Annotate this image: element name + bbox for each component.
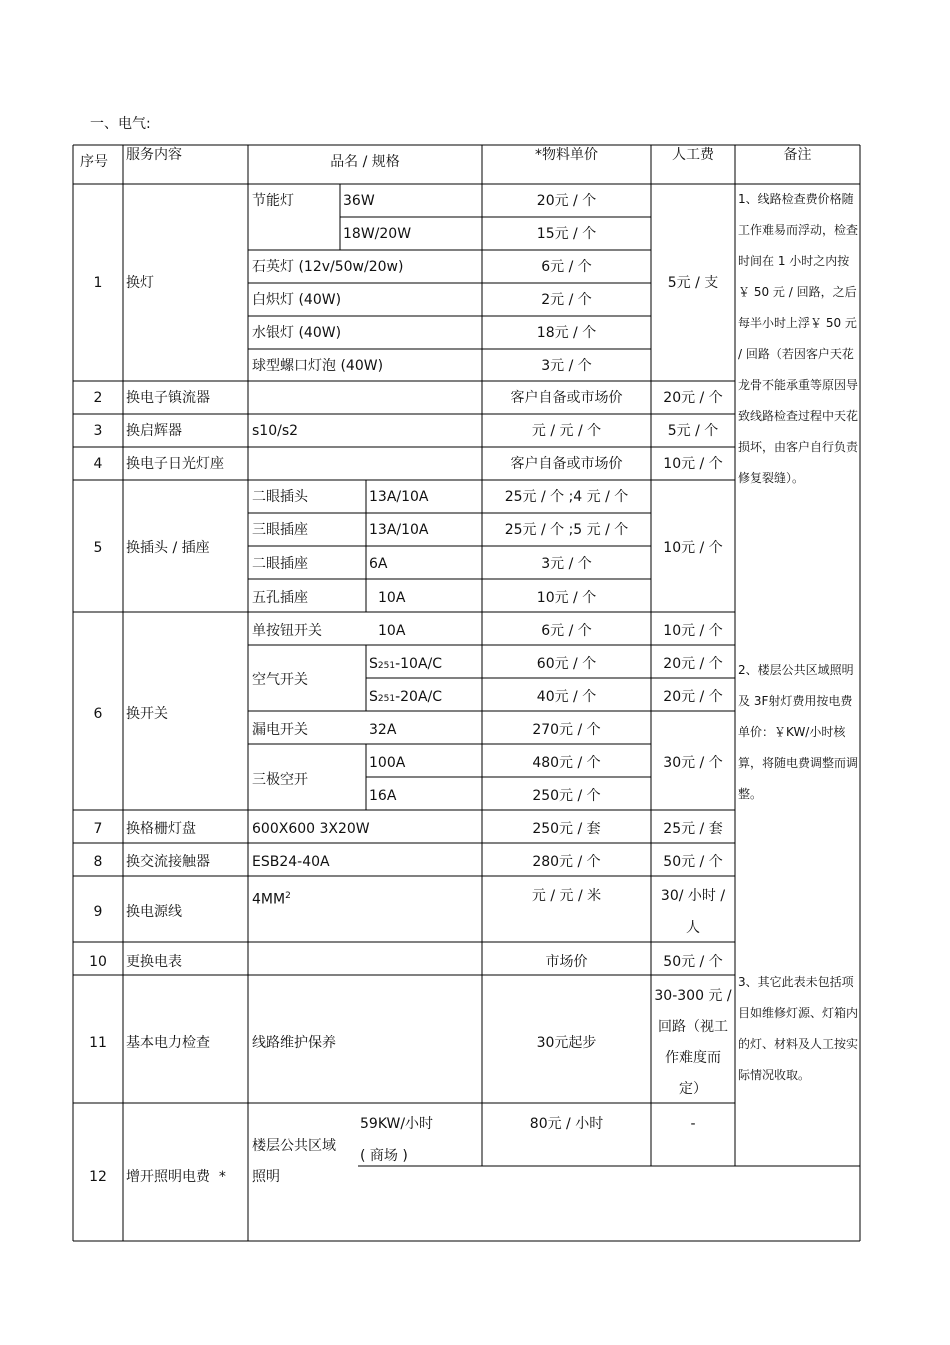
- row1-service: 换灯: [126, 275, 154, 291]
- row8-price: 280元 / 个: [532, 854, 601, 870]
- row7-labor: 25元 / 套: [663, 821, 723, 837]
- row1-item6-name: 球型螺口灯泡 (40W): [252, 358, 384, 374]
- row12-spec-line1: 59KW/小时: [360, 1116, 434, 1132]
- spec-prefix: S: [369, 689, 378, 705]
- row7-service: 换格栅灯盘: [126, 821, 196, 837]
- row6-item2-name: 空气开关: [252, 672, 308, 688]
- spec-sup: 2: [285, 891, 291, 901]
- row9-labor-line2: 人: [686, 920, 700, 936]
- spec-rest: -20A/C: [395, 689, 443, 705]
- row12-spec-line2: ( 商场 ): [360, 1148, 408, 1164]
- row6-item6-price: 250元 / 个: [532, 788, 601, 804]
- row1-item3-price: 6元 / 个: [541, 259, 592, 275]
- row10-price: 市场价: [545, 954, 588, 970]
- row8-spec: ESB24-40A: [252, 854, 330, 870]
- row7-price: 250元 / 套: [532, 821, 601, 837]
- row6-item3-price: 40元 / 个: [536, 689, 597, 705]
- row1-item1-spec: 36W: [343, 193, 375, 209]
- row12-service: [126, 1167, 226, 1187]
- row12-labor: -: [690, 1116, 696, 1132]
- spec-rest: -10A/C: [395, 656, 443, 672]
- row6-item5-name: 三极空开: [252, 772, 308, 788]
- row1-item5-name: 水银灯 (40W): [252, 325, 342, 341]
- row5-seq: 5: [93, 540, 103, 556]
- row6-service: 换开关: [126, 706, 168, 722]
- row12-name-line2: 照明: [252, 1169, 280, 1185]
- row11-service: 基本电力检查: [126, 1035, 210, 1051]
- row6-item2-price: 60元 / 个: [536, 656, 597, 672]
- row9-spec: [252, 886, 291, 910]
- row10-labor: 50元 / 个: [663, 954, 723, 970]
- row4-labor: 10元 / 个: [663, 456, 723, 472]
- spec-text: 4MM: [252, 891, 286, 908]
- row2-labor: 20元 / 个: [663, 390, 723, 406]
- row1-item1-price: 20元 / 个: [536, 193, 597, 209]
- row1-item3-name: 石英灯 (12v/50w/20w): [252, 259, 404, 275]
- row8-labor: 50元 / 个: [663, 854, 723, 870]
- row2-price: 客户自备或市场价: [510, 390, 623, 406]
- row2-seq: 2: [93, 390, 103, 406]
- spec-prefix: S: [369, 656, 378, 672]
- row12-name-line1: 楼层公共区域: [252, 1138, 336, 1154]
- row5-item3-price: 3元 / 个: [541, 556, 592, 572]
- row6-item3-spec: [369, 687, 442, 709]
- row5-item1-name: 二眼插头: [252, 489, 308, 505]
- spec-sub: 251: [377, 661, 396, 671]
- header-spec: 品名 / 规格: [330, 154, 400, 170]
- row6-seq: 6: [93, 706, 103, 722]
- row6-item4-spec: 32A: [369, 722, 397, 738]
- row3-seq: 3: [93, 423, 103, 439]
- row5-item3-name: 二眼插座: [252, 556, 308, 572]
- row1-item6-price: 3元 / 个: [541, 358, 592, 374]
- header-remark: 备注: [783, 147, 812, 163]
- remark-3: 3、其它此表未包括项目如维修灯源、灯箱内的灯、材料及人工按实际情况收取。: [738, 975, 859, 1082]
- row8-service: 换交流接触器: [126, 854, 210, 870]
- row5-item2-price: 25元 / 个 ;5 元 / 个: [504, 522, 629, 538]
- row6-item4-price: 270元 / 个: [532, 722, 601, 738]
- row11-price: 30元起步: [536, 1035, 597, 1051]
- row12-seq: 12: [89, 1169, 107, 1185]
- row11-labor-line3: 作难度而: [665, 1050, 721, 1066]
- row1-seq: 1: [93, 275, 103, 291]
- row5-item4-spec: 10A: [378, 590, 406, 606]
- row11-labor-line4: 定）: [679, 1081, 707, 1097]
- row5-item3-spec: 6A: [369, 556, 388, 572]
- header-seq: 序号: [80, 154, 108, 170]
- row1-item2-price: 15元 / 个: [536, 226, 597, 242]
- row10-service: 更换电表: [126, 954, 182, 970]
- row3-service: 换启辉器: [126, 423, 182, 439]
- row6-labor-group: 30元 / 个: [663, 755, 723, 771]
- row7-spec: 600X600 3X20W: [252, 821, 370, 837]
- row6-item2-spec: [369, 654, 442, 676]
- row4-seq: 4: [93, 456, 103, 472]
- remark-2: 2、楼层公共区域照明及 3F射灯费用按电费单价：￥KW/小时核算，将随电费调整而调整。: [738, 663, 859, 801]
- row1-item1-name: 节能灯: [252, 193, 294, 209]
- header-service: 服务内容: [126, 147, 182, 163]
- row2-service: 换电子镇流器: [126, 390, 210, 406]
- row6-item1-name: 单按钮开关: [252, 623, 322, 639]
- row1-item2-spec: 18W/20W: [343, 226, 412, 242]
- row5-item4-name: 五孔插座: [252, 590, 308, 606]
- row1-labor: 5元 / 支: [667, 275, 719, 291]
- row1-item4-price: 2元 / 个: [541, 292, 592, 308]
- header-price: *物料单价: [535, 147, 598, 163]
- row3-price: 元 / 元 / 个: [531, 423, 602, 439]
- row11-labor-line1: 30-300 元 /: [654, 988, 732, 1004]
- section-heading: 一、电气:: [90, 116, 151, 132]
- row7-seq: 7: [93, 821, 103, 837]
- row6-item1-price: 6元 / 个: [541, 623, 592, 639]
- row5-item1-spec: 13A/10A: [369, 489, 429, 505]
- row3-labor: 5元 / 个: [667, 423, 719, 439]
- remark-1: 1、线路检查费价格随工作难易而浮动，检查时间在 1 小时之内按￥ 50 元 / 回路，之后每半小时上浮￥ 50 元 / 回路（若因客户天花龙骨不能承重等原因导致线路检查过程中天花损坏，由客户自行负责修复裂缝）。: [738, 192, 859, 485]
- row5-item1-price: 25元 / 个 ;4 元 / 个: [504, 489, 629, 505]
- header-labor: 人工费: [672, 147, 714, 163]
- row8-seq: 8: [93, 854, 103, 870]
- row5-item4-price: 10元 / 个: [536, 590, 597, 606]
- row9-labor-line1: 30/ 小时 /: [660, 888, 726, 904]
- row9-seq: 9: [93, 904, 103, 920]
- row6-item3-labor: 20元 / 个: [663, 689, 723, 705]
- service-text: 增开照明电费: [126, 1169, 210, 1185]
- row5-item2-name: 三眼插座: [252, 522, 308, 538]
- row11-spec: 线路维护保养: [252, 1035, 336, 1051]
- row6-item5-spec: 100A: [369, 755, 406, 771]
- row6-item2-labor: 20元 / 个: [663, 656, 723, 672]
- row10-seq: 10: [89, 954, 107, 970]
- row6-item6-spec: 16A: [369, 788, 397, 804]
- service-mark: *: [218, 1169, 226, 1185]
- row1-item5-price: 18元 / 个: [536, 325, 597, 341]
- row11-seq: 11: [89, 1035, 107, 1051]
- row6-item4-name: 漏电开关: [252, 722, 308, 738]
- row11-labor-line2: 回路（视工: [658, 1019, 728, 1035]
- row9-service: 换电源线: [126, 904, 182, 920]
- row5-service: 换插头 / 插座: [126, 540, 210, 556]
- row12-price: 80元 / 小时: [529, 1116, 604, 1132]
- row9-price: 元 / 元 / 米: [531, 888, 602, 904]
- spec-sub: 251: [377, 694, 396, 704]
- row6-item5-price: 480元 / 个: [532, 755, 601, 771]
- row5-item2-spec: 13A/10A: [369, 522, 429, 538]
- row6-item1-spec: 10A: [378, 623, 406, 639]
- row1-item4-name: 白炽灯 (40W): [252, 292, 342, 308]
- row5-labor: 10元 / 个: [663, 540, 723, 556]
- row6-item1-labor: 10元 / 个: [663, 623, 723, 639]
- row4-service: 换电子日光灯座: [126, 456, 224, 472]
- row4-price: 客户自备或市场价: [510, 456, 623, 472]
- row3-spec: s10/s2: [252, 423, 299, 439]
